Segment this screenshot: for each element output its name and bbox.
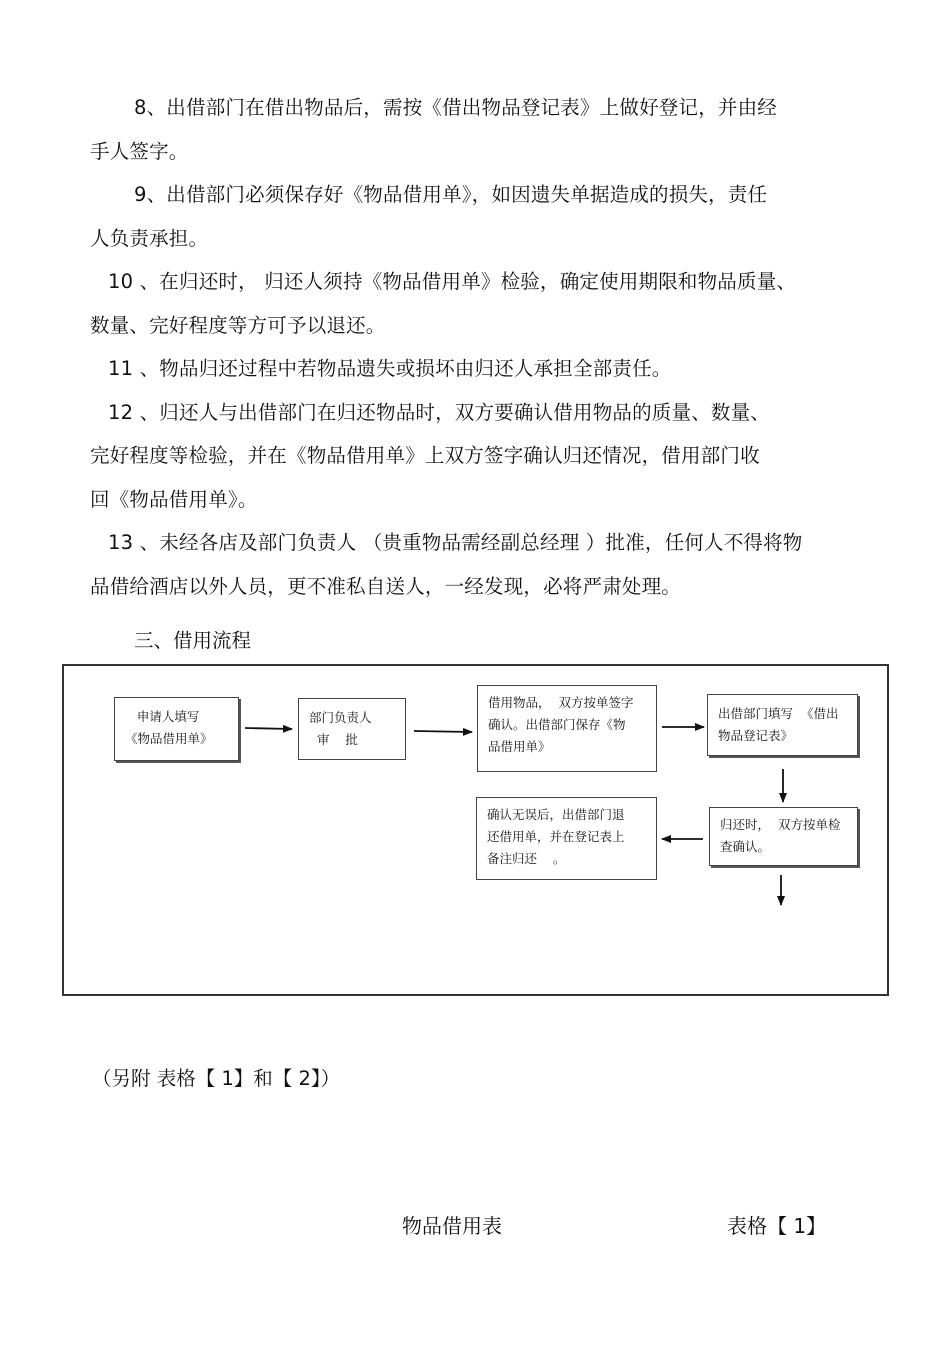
flow-step-sign: 借用物品， 双方按单签字 确认。出借部门保存《物 品借用单》 [477, 685, 657, 772]
rule-12-line-2: 完好程度等检验，并在《物品借用单》上双方签字确认归还情况，借用部门收 [90, 444, 760, 467]
rule-8-line-2: 手人签字。 [90, 140, 189, 163]
rule-10-line-2: 数量、完好程度等方可予以退还。 [90, 314, 386, 337]
rule-9-line-1: 9、出借部门必须保存好《物品借用单》，如因遗失单据造成的损失，责任 [134, 183, 768, 206]
flow-step-register: 出借部门填写 《借出 物品登记表》 [707, 694, 858, 756]
rule-9-line-2: 人负责承担。 [90, 227, 209, 250]
rule-8-line-1: 8、出借部门在借出物品后，需按《借出物品登记表》上做好登记，并由经 [134, 96, 778, 119]
section-title-borrow-process: 三、借用流程 [134, 629, 252, 652]
attachment-note: （另附 表格【 1】和【 2】） [92, 1067, 341, 1090]
rule-12-line-3: 回《物品借用单》。 [90, 488, 258, 511]
rule-13-line-2: 品借给酒店以外人员，更不准私自送人，一经发现，必将严肃处理。 [90, 575, 682, 598]
flow-step-return-check: 归还时， 双方按单检 查确认。 [709, 807, 858, 866]
table-title: 物品借用表 [402, 1214, 502, 1238]
table-label: 表格【 1】 [727, 1214, 827, 1238]
rule-10-line-1: 10 、在归还时， 归还人须持《物品借用单》检验，确定使用期限和物品质量、 [108, 270, 797, 293]
flow-step-approve: 部门负责人 审 批 [298, 698, 406, 760]
rule-11-line-1: 11 、物品归还过程中若物品遗失或损坏由归还人承担全部责任。 [108, 357, 672, 380]
rule-12-line-1: 12 、归还人与出借部门在归还物品时，双方要确认借用物品的质量、数量、 [108, 401, 771, 424]
flow-step-confirm-return: 确认无误后，出借部门退 还借用单，并在登记表上 备注归还 。 [476, 797, 657, 880]
arrow-apply-to-approve [245, 728, 292, 729]
flow-step-apply: 申请人填写 《物品借用单》 [114, 697, 239, 761]
rule-13-line-1: 13 、未经各店及部门负责人 （贵重物品需经副总经理 ）批准，任何人不得将物 [108, 531, 803, 554]
arrow-approve-to-sign [414, 731, 472, 732]
